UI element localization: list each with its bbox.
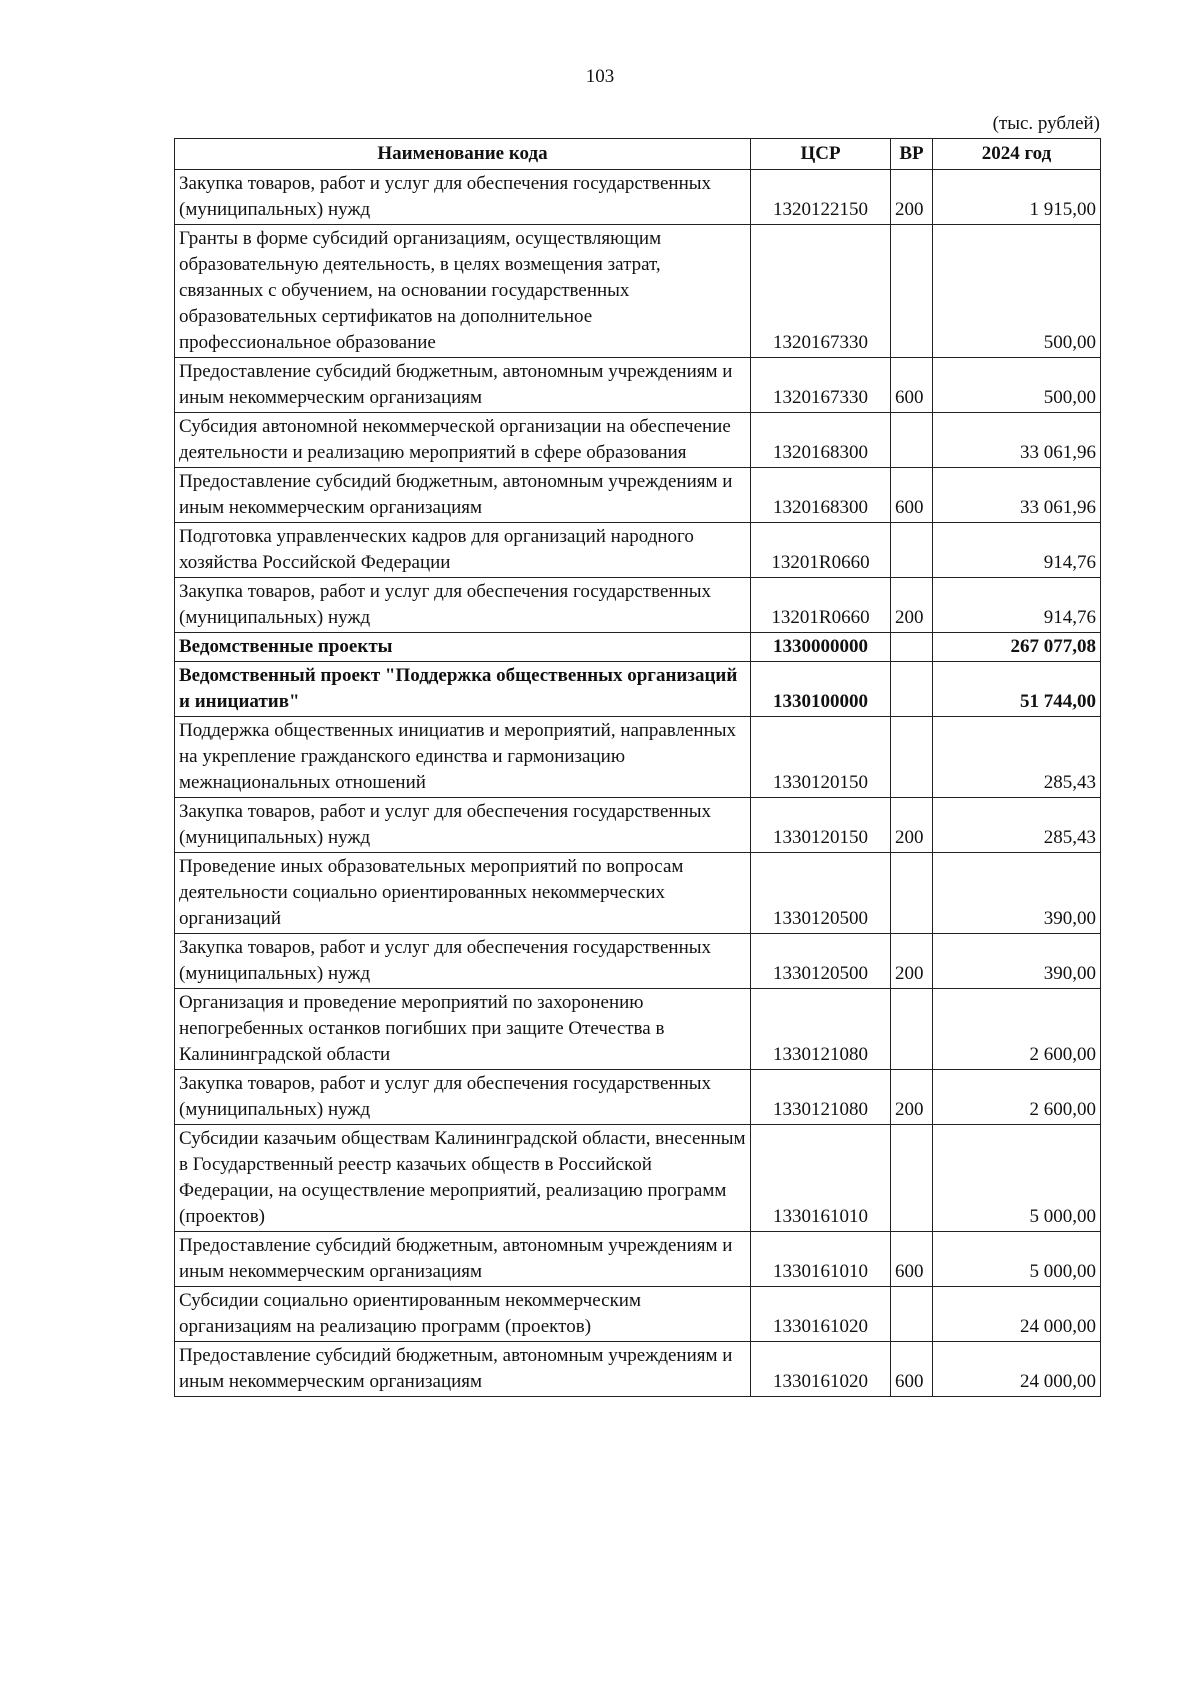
row-amount: 2 600,00: [933, 1070, 1101, 1125]
row-csr-code: 1330120150: [751, 798, 891, 853]
row-vr-code: 600: [891, 1232, 933, 1287]
row-vr-code: [891, 717, 933, 798]
table-row: [175, 358, 1101, 413]
table-row: [175, 413, 1101, 468]
row-amount: 285,43: [933, 717, 1101, 798]
row-amount: 267 077,08: [933, 633, 1101, 662]
row-vr-code: [891, 413, 933, 468]
table-body: [175, 170, 1101, 1397]
row-vr-code: [891, 1125, 933, 1232]
table-row: [175, 170, 1101, 225]
table-row: [175, 523, 1101, 578]
row-amount: 390,00: [933, 934, 1101, 989]
table-row: [175, 1342, 1101, 1397]
row-name: Поддержка общественных инициатив и мероприятий, направленных на укрепление гражданского единства и гармонизацию межнациональных отношений: [175, 717, 751, 798]
row-csr-code: 1330120500: [751, 853, 891, 934]
row-vr-code: 600: [891, 358, 933, 413]
row-vr-code: [891, 633, 933, 662]
row-csr-code: 1330000000: [751, 633, 891, 662]
header-name: Наименование кода: [175, 139, 751, 170]
row-vr-code: [891, 1287, 933, 1342]
row-name: Субсидии казачьим обществам Калининградской области, внесенным в Государственный реестр казачьих обществ в Российской Федерации, на осуществление мероприятий, реализацию программ (проектов): [175, 1125, 751, 1232]
row-name: Гранты в форме субсидий организациям, осуществляющим образовательную деятельность, в целях возмещения затрат, связанных с обучением, на основании государственных образовательных сертификатов на дополнительное профессиональное образование: [175, 225, 751, 358]
row-amount: 5 000,00: [933, 1125, 1101, 1232]
row-amount: 24 000,00: [933, 1287, 1101, 1342]
row-csr-code: 1320168300: [751, 468, 891, 523]
row-vr-code: 200: [891, 934, 933, 989]
row-csr-code: 1330161010: [751, 1232, 891, 1287]
table-row: [175, 853, 1101, 934]
header-csr: ЦСР: [751, 139, 891, 170]
row-csr-code: 1330121080: [751, 989, 891, 1070]
row-amount: 33 061,96: [933, 468, 1101, 523]
row-name: Предоставление субсидий бюджетным, автономным учреждениям и иным некоммерческим организациям: [175, 468, 751, 523]
row-amount: 500,00: [933, 225, 1101, 358]
table-row: [175, 934, 1101, 989]
units-note: (тыс. рублей): [992, 113, 1100, 134]
header-vr: ВР: [891, 139, 933, 170]
page-number: 103: [585, 66, 615, 87]
row-amount: 2 600,00: [933, 989, 1101, 1070]
table-row: [175, 1287, 1101, 1342]
row-amount: 390,00: [933, 853, 1101, 934]
table-row: [175, 578, 1101, 633]
row-csr-code: 1320167330: [751, 358, 891, 413]
row-amount: 285,43: [933, 798, 1101, 853]
row-vr-code: 200: [891, 578, 933, 633]
row-name: Предоставление субсидий бюджетным, автономным учреждениям и иным некоммерческим организациям: [175, 358, 751, 413]
row-csr-code: 13201R0660: [751, 578, 891, 633]
table-row: [175, 1125, 1101, 1232]
row-csr-code: 1320122150: [751, 170, 891, 225]
row-vr-code: 200: [891, 798, 933, 853]
row-name: Субсидии социально ориентированным некоммерческим организациям на реализацию программ (проектов): [175, 1287, 751, 1342]
row-vr-code: 200: [891, 170, 933, 225]
row-amount: 914,76: [933, 578, 1101, 633]
row-vr-code: [891, 853, 933, 934]
row-name: Предоставление субсидий бюджетным, автономным учреждениям и иным некоммерческим организациям: [175, 1342, 751, 1397]
row-name: Ведомственный проект "Поддержка общественных организаций и инициатив": [175, 662, 751, 717]
row-csr-code: 13201R0660: [751, 523, 891, 578]
table-row: [175, 468, 1101, 523]
row-csr-code: 1330121080: [751, 1070, 891, 1125]
row-csr-code: 1330161010: [751, 1125, 891, 1232]
row-csr-code: 1320168300: [751, 413, 891, 468]
table-row: [175, 1232, 1101, 1287]
row-name: Закупка товаров, работ и услуг для обеспечения государственных (муниципальных) нужд: [175, 798, 751, 853]
row-vr-code: 600: [891, 468, 933, 523]
row-amount: 914,76: [933, 523, 1101, 578]
table-row: [175, 225, 1101, 358]
row-csr-code: 1330161020: [751, 1342, 891, 1397]
row-name: Субсидия автономной некоммерческой организации на обеспечение деятельности и реализацию мероприятий в сфере образования: [175, 413, 751, 468]
row-csr-code: 1330100000: [751, 662, 891, 717]
table-row: [175, 717, 1101, 798]
header-year: 2024 год: [933, 139, 1101, 170]
row-csr-code: 1330120500: [751, 934, 891, 989]
table-row: [175, 1070, 1101, 1125]
row-name: Закупка товаров, работ и услуг для обеспечения государственных (муниципальных) нужд: [175, 578, 751, 633]
row-amount: 51 744,00: [933, 662, 1101, 717]
row-amount: 24 000,00: [933, 1342, 1101, 1397]
row-name: Организация и проведение мероприятий по захоронению непогребенных останков погибших при защите Отечества в Калининградской области: [175, 989, 751, 1070]
row-name: Закупка товаров, работ и услуг для обеспечения государственных (муниципальных) нужд: [175, 1070, 751, 1125]
row-amount: 1 915,00: [933, 170, 1101, 225]
row-csr-code: 1330161020: [751, 1287, 891, 1342]
row-vr-code: 200: [891, 1070, 933, 1125]
row-vr-code: [891, 662, 933, 717]
row-vr-code: [891, 523, 933, 578]
row-name: Предоставление субсидий бюджетным, автономным учреждениям и иным некоммерческим организациям: [175, 1232, 751, 1287]
row-amount: 5 000,00: [933, 1232, 1101, 1287]
row-csr-code: 1330120150: [751, 717, 891, 798]
row-amount: 33 061,96: [933, 413, 1101, 468]
table-row: [175, 633, 1101, 662]
row-name: Ведомственные проекты: [175, 633, 751, 662]
row-name: Подготовка управленческих кадров для организаций народного хозяйства Российской Федерации: [175, 523, 751, 578]
row-vr-code: [891, 989, 933, 1070]
row-vr-code: 600: [891, 1342, 933, 1397]
row-amount: 500,00: [933, 358, 1101, 413]
row-csr-code: 1320167330: [751, 225, 891, 358]
row-name: Проведение иных образовательных мероприятий по вопросам деятельности социально ориентированных некоммерческих организаций: [175, 853, 751, 934]
row-name: Закупка товаров, работ и услуг для обеспечения государственных (муниципальных) нужд: [175, 170, 751, 225]
table-row: [175, 989, 1101, 1070]
row-vr-code: [891, 225, 933, 358]
table-header-row: [175, 139, 1101, 170]
budget-table: [174, 138, 1101, 1397]
table-row: [175, 798, 1101, 853]
row-name: Закупка товаров, работ и услуг для обеспечения государственных (муниципальных) нужд: [175, 934, 751, 989]
table-row: [175, 662, 1101, 717]
